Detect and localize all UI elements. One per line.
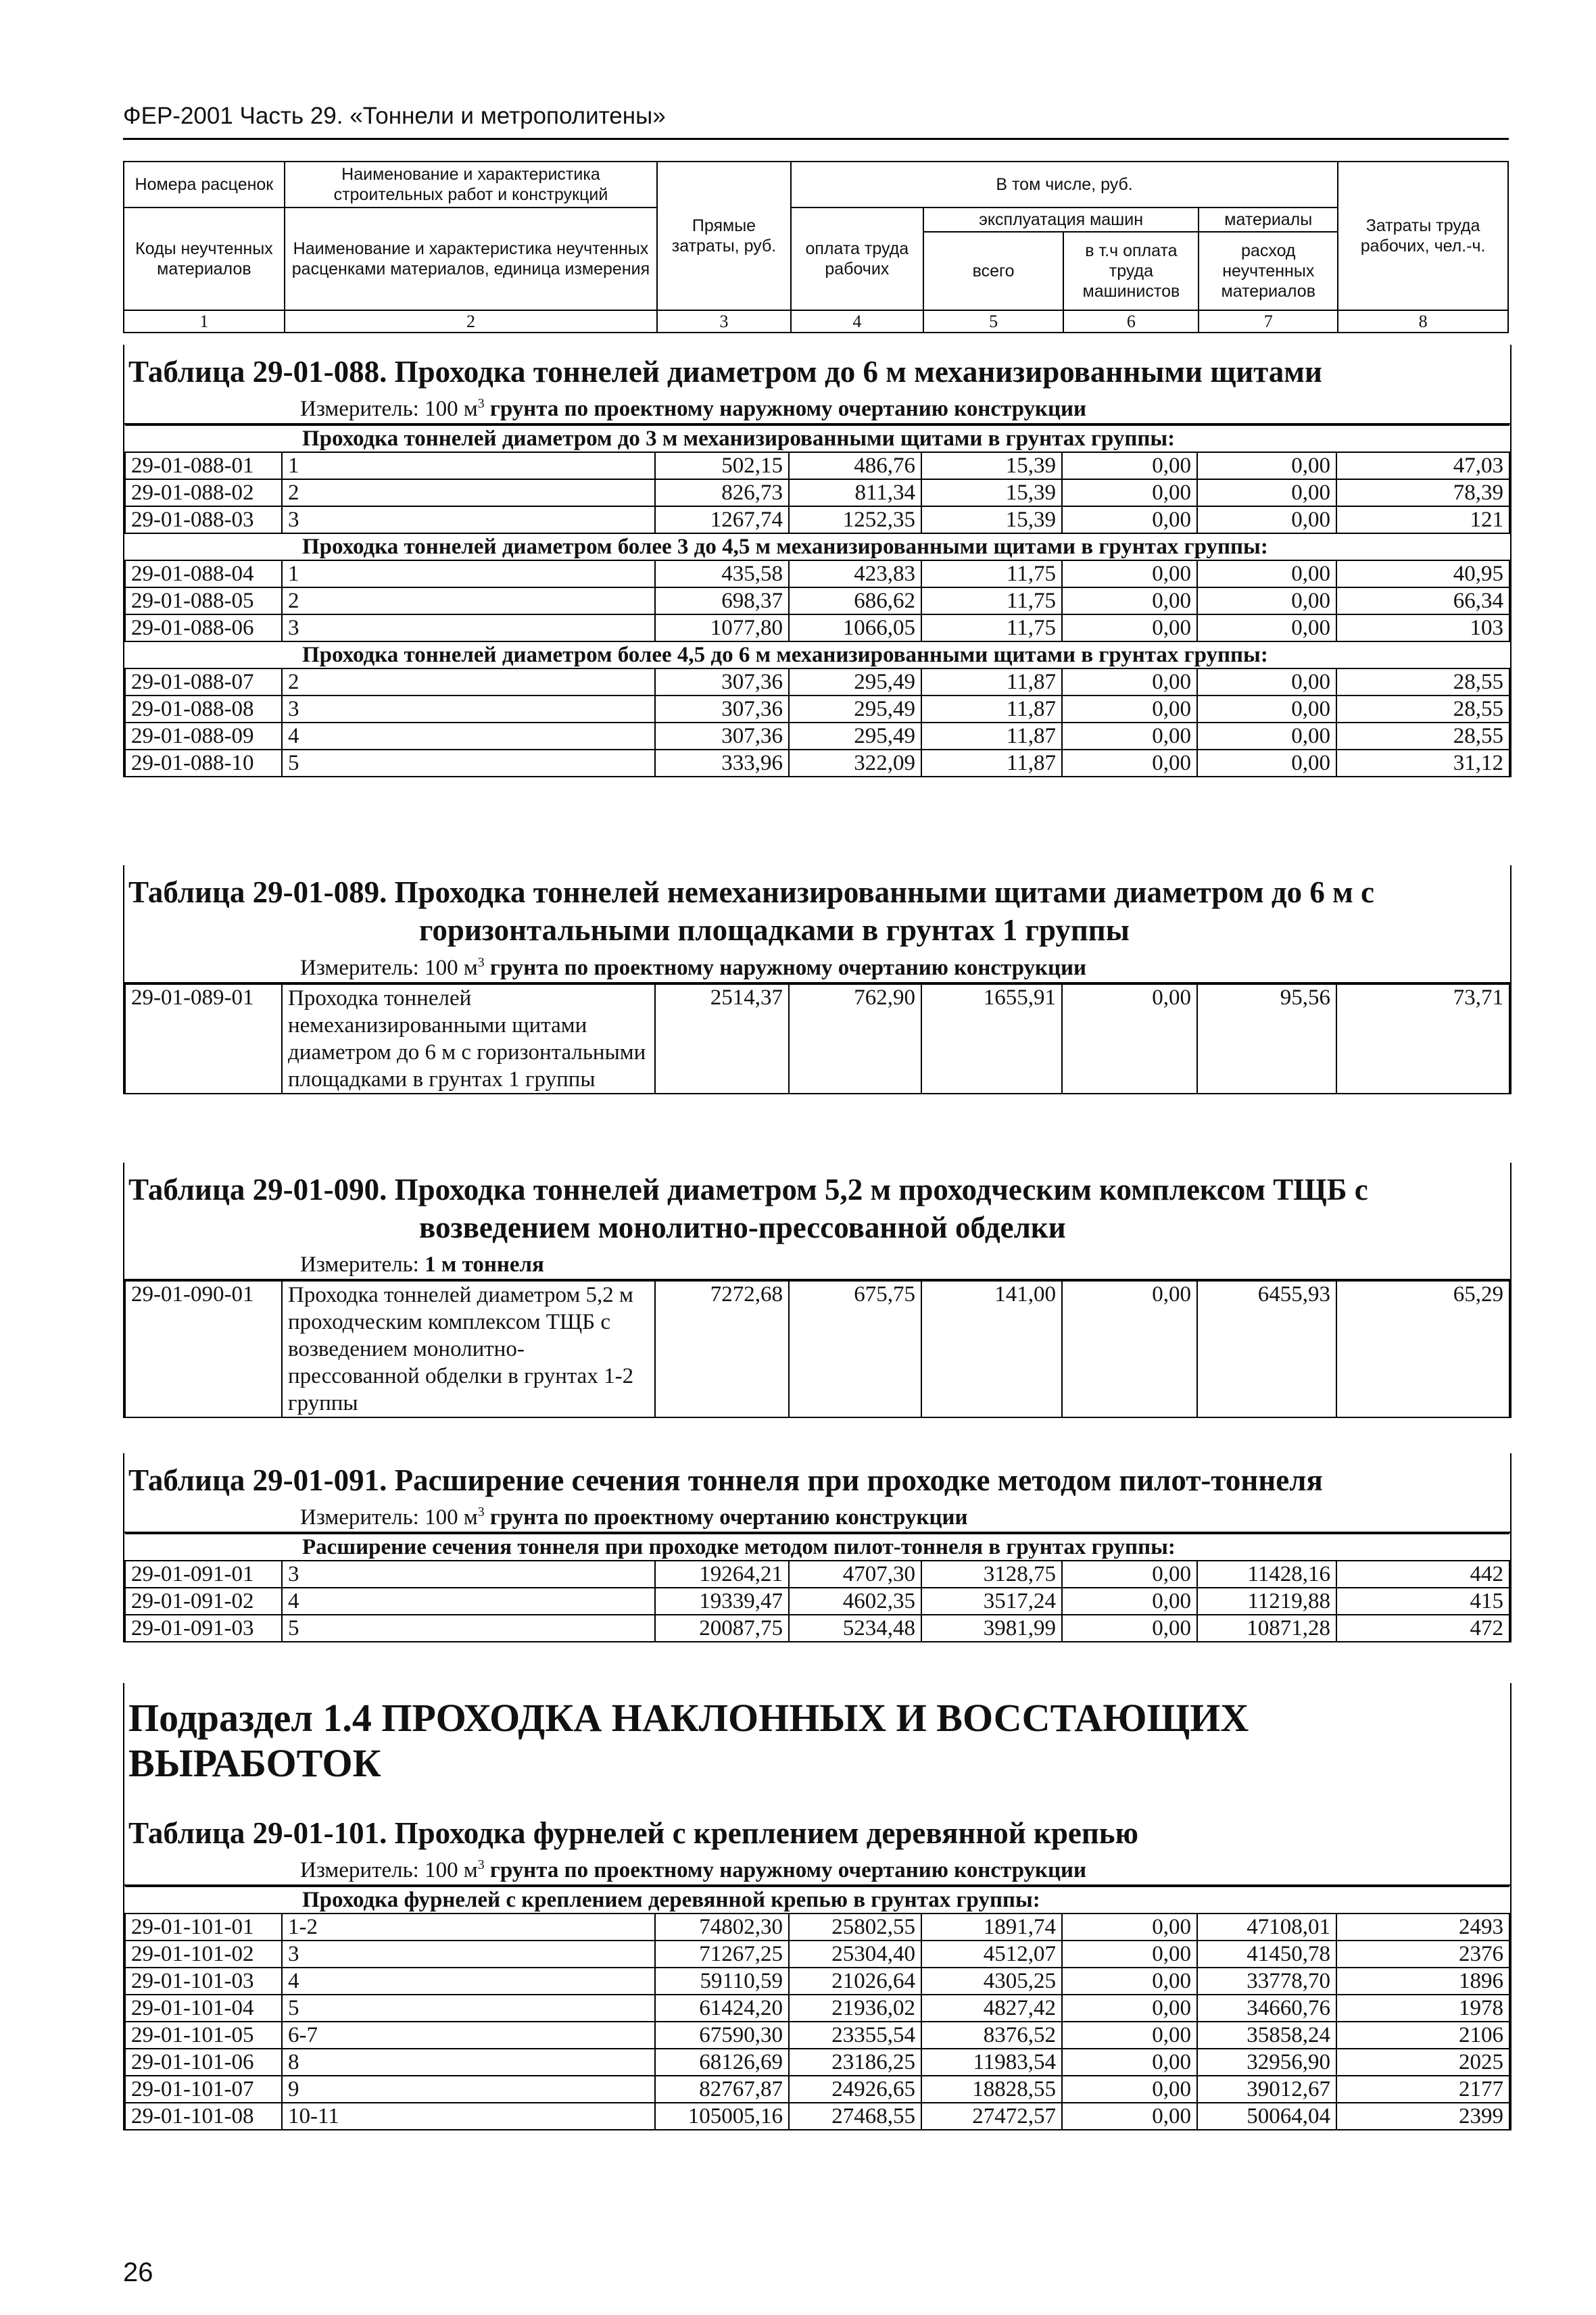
col1-bottom: Коды неучтенных материалов: [124, 208, 285, 310]
labor-hours: 2399: [1336, 2103, 1509, 2130]
table-090-title: Таблица 29-01-090. Проходка тоннелей диаметром 5,2 м проходческим комплексом ТЩБ с возведением монолитно-прессованной обделки: [128, 1173, 1368, 1245]
machines-total: 11,87: [921, 668, 1062, 696]
labor-hours: 2177: [1336, 2076, 1509, 2103]
machines-total: 11,75: [921, 614, 1062, 641]
table-row: [125, 1968, 1509, 1995]
table-row: [125, 696, 1509, 723]
soil-group: 5: [282, 1995, 655, 2022]
direct-cost: 20087,75: [655, 1615, 789, 1642]
rate-code: 29-01-088-10: [125, 750, 282, 777]
rate-code: 29-01-101-03: [125, 1968, 282, 1995]
table-090-measure: Измеритель: 1 м тоннеля: [124, 1252, 1510, 1280]
labor-pay: 4602,35: [789, 1588, 921, 1615]
incl-header: В том числе, руб.: [791, 162, 1338, 208]
table-row: [125, 2103, 1509, 2130]
materials: 50064,04: [1197, 2103, 1336, 2130]
table-row: [125, 452, 1509, 479]
machines-total: 8376,52: [921, 2022, 1062, 2049]
soil-group: 3: [282, 1561, 655, 1588]
table-row: [125, 2022, 1509, 2049]
rate-code: 29-01-088-02: [125, 479, 282, 506]
direct-cost: 7272,68: [655, 1281, 789, 1417]
labor-hours: 442: [1336, 1561, 1509, 1588]
machinist-pay: 0,00: [1062, 614, 1197, 641]
table-row: [125, 1941, 1509, 1968]
machinist-pay: 0,00: [1062, 1588, 1197, 1615]
materials-header: материалы: [1199, 208, 1338, 232]
labor-hours: 40,95: [1336, 560, 1509, 587]
soil-group: 1-2: [282, 1914, 655, 1941]
labor-hours: 78,39: [1336, 479, 1509, 506]
direct-cost: 67590,30: [655, 2022, 789, 2049]
materials: 11428,16: [1197, 1561, 1336, 1588]
machinist-pay: 0,00: [1062, 1968, 1197, 1995]
col6-header: в т.ч оплата труда машинистов: [1063, 232, 1199, 310]
machinist-pay: 0,00: [1062, 479, 1197, 506]
machines-total: 11983,54: [921, 2049, 1062, 2076]
table-row: [125, 2076, 1509, 2103]
subsection-title: Подраздел 1.4 ПРОХОДКА НАКЛОННЫХ И ВОССТАЮЩИХ ВЫРАБОТОК: [128, 1696, 1249, 1785]
soil-group: 3: [282, 1941, 655, 1968]
labor-hours: 65,29: [1336, 1281, 1509, 1417]
soil-group: 2: [282, 668, 655, 696]
labor-hours: 28,55: [1336, 696, 1509, 723]
direct-cost: 333,96: [655, 750, 789, 777]
table-089-section: [123, 865, 1512, 1094]
soil-group: 10-11: [282, 2103, 655, 2130]
materials: 0,00: [1197, 506, 1336, 533]
rate-code: 29-01-091-01: [125, 1561, 282, 1588]
machines-total: 11,87: [921, 750, 1062, 777]
machines-total: 15,39: [921, 452, 1062, 479]
rate-code: 29-01-091-03: [125, 1615, 282, 1642]
direct-cost: 1267,74: [655, 506, 789, 533]
machines-total: 11,75: [921, 587, 1062, 614]
table-090-section: [123, 1163, 1512, 1418]
rate-code: 29-01-101-06: [125, 2049, 282, 2076]
table-row: [125, 1588, 1509, 1615]
machines-total: 15,39: [921, 506, 1062, 533]
column-number-row: [124, 310, 1508, 333]
col2-bottom: Наименование и характеристика неучтенных расценками материалов, единица измерения: [285, 208, 657, 310]
direct-cost: 307,36: [655, 696, 789, 723]
table-row: [125, 479, 1509, 506]
table-089: [124, 983, 1510, 1094]
direct-cost: 307,36: [655, 668, 789, 696]
rate-code: 29-01-091-02: [125, 1588, 282, 1615]
rate-code: 29-01-101-02: [125, 1941, 282, 1968]
col5-header: всего: [923, 232, 1064, 310]
materials: 33778,70: [1197, 1968, 1336, 1995]
labor-pay: 25304,40: [789, 1941, 921, 1968]
materials: 39012,67: [1197, 2076, 1336, 2103]
table-row: [125, 1615, 1509, 1642]
labor-hours: 47,03: [1336, 452, 1509, 479]
table-088-measure: Измеритель: 100 $м^3$ грунта по проектному наружному очертанию конструкции: [124, 396, 1510, 424]
table-row: [125, 560, 1509, 587]
direct-cost: 82767,87: [655, 2076, 789, 2103]
labor-pay: 5234,48: [789, 1615, 921, 1642]
table-row: [125, 668, 1509, 696]
rate-code: 29-01-088-03: [125, 506, 282, 533]
labor-hours: 103: [1336, 614, 1509, 641]
labor-hours: 73,71: [1336, 984, 1509, 1094]
machines-total: 27472,57: [921, 2103, 1062, 2130]
labor-hours: 472: [1336, 1615, 1509, 1642]
col-number: 1: [124, 310, 285, 333]
table-091-title: Таблица 29-01-091. Расширение сечения тоннеля при проходке методом пилот-тоннеля: [128, 1463, 1323, 1497]
labor-hours: 2376: [1336, 1941, 1509, 1968]
labor-hours: 2106: [1336, 2022, 1509, 2049]
table-row: [125, 750, 1509, 777]
rate-code: 29-01-090-01: [125, 1281, 282, 1417]
soil-group: 3: [282, 696, 655, 723]
direct-cost: 826,73: [655, 479, 789, 506]
table-101-section: [123, 1683, 1512, 2130]
table-088-section: [123, 345, 1512, 777]
column-header-table: [123, 161, 1509, 333]
table-row: [125, 723, 1509, 750]
col-number: 8: [1338, 310, 1508, 333]
table-row: [125, 1561, 1509, 1588]
labor-pay: 811,34: [789, 479, 921, 506]
machines-total: 3517,24: [921, 1588, 1062, 1615]
rate-code: 29-01-088-06: [125, 614, 282, 641]
labor-pay: 762,90: [789, 984, 921, 1094]
machinist-pay: 0,00: [1062, 750, 1197, 777]
rate-code: 29-01-088-09: [125, 723, 282, 750]
materials: 0,00: [1197, 560, 1336, 587]
direct-cost: 435,58: [655, 560, 789, 587]
materials: 0,00: [1197, 696, 1336, 723]
labor-pay: 295,49: [789, 668, 921, 696]
machinist-pay: 0,00: [1062, 1281, 1197, 1417]
machinist-pay: 0,00: [1062, 984, 1197, 1094]
table-091: [124, 1533, 1510, 1642]
direct-cost: 74802,30: [655, 1914, 789, 1941]
col2-top: Наименование и характеристика строительных работ и конструкций: [285, 162, 657, 208]
machines-total: 1655,91: [921, 984, 1062, 1094]
direct-cost: 307,36: [655, 723, 789, 750]
direct-cost: 71267,25: [655, 1941, 789, 1968]
machines-total: 1891,74: [921, 1914, 1062, 1941]
machines-total: 11,87: [921, 696, 1062, 723]
table-090: [124, 1280, 1510, 1418]
materials: 10871,28: [1197, 1615, 1336, 1642]
machinist-pay: 0,00: [1062, 1914, 1197, 1941]
table-row: [125, 614, 1509, 641]
soil-group: 1: [282, 452, 655, 479]
machinist-pay: 0,00: [1062, 696, 1197, 723]
labor-hours: 28,55: [1336, 668, 1509, 696]
soil-group: 2: [282, 479, 655, 506]
table-088-title: Таблица 29-01-088. Проходка тоннелей диаметром до 6 м механизированными щитами: [128, 355, 1322, 389]
labor-pay: 295,49: [789, 696, 921, 723]
rate-code: 29-01-088-05: [125, 587, 282, 614]
rate-code: 29-01-101-04: [125, 1995, 282, 2022]
machinist-pay: 0,00: [1062, 2103, 1197, 2130]
direct-cost: 698,37: [655, 587, 789, 614]
table-088: [124, 424, 1510, 777]
materials: 34660,76: [1197, 1995, 1336, 2022]
table-row: [125, 2049, 1509, 2076]
soil-group: 5: [282, 1615, 655, 1642]
materials: 6455,93: [1197, 1281, 1336, 1417]
col-number: 7: [1199, 310, 1338, 333]
soil-group: 8: [282, 2049, 655, 2076]
machinist-pay: 0,00: [1062, 587, 1197, 614]
labor-pay: 1066,05: [789, 614, 921, 641]
machinist-pay: 0,00: [1062, 668, 1197, 696]
rate-code: 29-01-089-01: [125, 984, 282, 1094]
group-row: Проходка тоннелей диаметром более 4,5 до 6 м механизированными щитами в грунтах группы:: [125, 641, 1509, 668]
machinist-pay: 0,00: [1062, 560, 1197, 587]
labor-pay: 23355,54: [789, 2022, 921, 2049]
rate-code: 29-01-088-08: [125, 696, 282, 723]
labor-pay: 322,09: [789, 750, 921, 777]
col3-header: Прямые затраты, руб.: [657, 162, 791, 310]
group-row: Проходка тоннелей диаметром до 3 м механизированными щитами в грунтах группы:: [125, 425, 1509, 452]
machinist-pay: 0,00: [1062, 2022, 1197, 2049]
materials: 35858,24: [1197, 2022, 1336, 2049]
soil-group: 4: [282, 1588, 655, 1615]
col1-top: Номера расценок: [124, 162, 285, 208]
labor-hours: 2493: [1336, 1914, 1509, 1941]
table-row: [125, 1914, 1509, 1941]
col8-header: Затраты труда рабочих, чел.-ч.: [1338, 162, 1508, 310]
labor-pay: 675,75: [789, 1281, 921, 1417]
col-number: 3: [657, 310, 791, 333]
rate-code: 29-01-101-05: [125, 2022, 282, 2049]
labor-pay: 423,83: [789, 560, 921, 587]
soil-group: 1: [282, 560, 655, 587]
direct-cost: 19339,47: [655, 1588, 789, 1615]
rate-code: 29-01-101-08: [125, 2103, 282, 2130]
table-091-measure: Измеритель: 100 $м^3$ грунта по проектному очертанию конструкции: [124, 1505, 1510, 1533]
soil-group: 3: [282, 614, 655, 641]
labor-pay: 24926,65: [789, 2076, 921, 2103]
table-row: [125, 587, 1509, 614]
machines-total: 3981,99: [921, 1615, 1062, 1642]
soil-group: 3: [282, 506, 655, 533]
table-091-section: [123, 1453, 1512, 1642]
soil-group: 9: [282, 2076, 655, 2103]
labor-hours: 415: [1336, 1588, 1509, 1615]
direct-cost: 19264,21: [655, 1561, 789, 1588]
labor-hours: 31,12: [1336, 750, 1509, 777]
machines-total: 4305,25: [921, 1968, 1062, 1995]
labor-hours: 66,34: [1336, 587, 1509, 614]
labor-pay: 23186,25: [789, 2049, 921, 2076]
machines-total: 11,75: [921, 560, 1062, 587]
machinist-pay: 0,00: [1062, 2076, 1197, 2103]
machinist-pay: 0,00: [1062, 1561, 1197, 1588]
materials: 95,56: [1197, 984, 1336, 1094]
labor-hours: 1978: [1336, 1995, 1509, 2022]
materials: 0,00: [1197, 452, 1336, 479]
materials: 0,00: [1197, 750, 1336, 777]
materials: 0,00: [1197, 614, 1336, 641]
rate-code: 29-01-088-07: [125, 668, 282, 696]
materials: 41450,78: [1197, 1941, 1336, 1968]
materials: 0,00: [1197, 668, 1336, 696]
page-number: 26: [123, 2258, 153, 2287]
labor-pay: 25802,55: [789, 1914, 921, 1941]
labor-hours: 1896: [1336, 1968, 1509, 1995]
rate-code: 29-01-101-07: [125, 2076, 282, 2103]
labor-pay: 1252,35: [789, 506, 921, 533]
group-row: Расширение сечения тоннеля при проходке методом пилот-тоннеля в грунтах группы:: [125, 1534, 1509, 1561]
direct-cost: 59110,59: [655, 1968, 789, 1995]
materials: 0,00: [1197, 587, 1336, 614]
materials: 0,00: [1197, 723, 1336, 750]
direct-cost: 61424,20: [655, 1995, 789, 2022]
work-name: Проходка тоннелей немеханизированными щитами диаметром до 6 м с горизонтальными площадками в грунтах 1 группы: [282, 984, 655, 1094]
machines-total: 141,00: [921, 1281, 1062, 1417]
labor-hours: 2025: [1336, 2049, 1509, 2076]
machines-total: 11,87: [921, 723, 1062, 750]
group-row: Проходка фурнелей с креплением деревянной крепью в грунтах группы:: [125, 1886, 1509, 1914]
direct-cost: 68126,69: [655, 2049, 789, 2076]
table-row: [125, 984, 1509, 1094]
machines-total: 3128,75: [921, 1561, 1062, 1588]
header-rule: [123, 138, 1509, 140]
labor-pay: 27468,55: [789, 2103, 921, 2130]
labor-hours: 28,55: [1336, 723, 1509, 750]
page-header: ФЕР-2001 Часть 29. «Тоннели и метрополитены»: [123, 103, 666, 129]
labor-pay: 21936,02: [789, 1995, 921, 2022]
labor-pay: 21026,64: [789, 1968, 921, 1995]
machinist-pay: 0,00: [1062, 1615, 1197, 1642]
group-row: Проходка тоннелей диаметром более 3 до 4,5 м механизированными щитами в грунтах группы:: [125, 533, 1509, 560]
machinist-pay: 0,00: [1062, 1995, 1197, 2022]
materials: 11219,88: [1197, 1588, 1336, 1615]
table-101: [124, 1886, 1510, 2130]
machinist-pay: 0,00: [1062, 1941, 1197, 1968]
table-row: [125, 1995, 1509, 2022]
materials: 32956,90: [1197, 2049, 1336, 2076]
soil-group: 4: [282, 723, 655, 750]
rate-code: 29-01-101-01: [125, 1914, 282, 1941]
col4-header: оплата труда рабочих: [791, 208, 923, 310]
labor-pay: 686,62: [789, 587, 921, 614]
machines-total: 4512,07: [921, 1941, 1062, 1968]
machinist-pay: 0,00: [1062, 2049, 1197, 2076]
table-row: [125, 1281, 1509, 1417]
soil-group: 4: [282, 1968, 655, 1995]
labor-pay: 4707,30: [789, 1561, 921, 1588]
direct-cost: 1077,80: [655, 614, 789, 641]
machinist-pay: 0,00: [1062, 452, 1197, 479]
rate-code: 29-01-088-04: [125, 560, 282, 587]
work-name: Проходка тоннелей диаметром 5,2 м проходческим комплексом ТЩБ с возведением монолитно-прессованной обделки в грунтах 1-2 группы: [282, 1281, 655, 1417]
table-101-measure: Измеритель: 100 $м^3$ грунта по проектному наружному очертанию конструкции: [124, 1857, 1510, 1886]
col-number: 5: [923, 310, 1064, 333]
table-101-title: Таблица 29-01-101. Проходка фурнелей с креплением деревянной крепью: [128, 1816, 1138, 1850]
soil-group: 2: [282, 587, 655, 614]
col-number: 6: [1063, 310, 1199, 333]
machinist-pay: 0,00: [1062, 723, 1197, 750]
machinist-pay: 0,00: [1062, 506, 1197, 533]
direct-cost: 502,15: [655, 452, 789, 479]
direct-cost: 2514,37: [655, 984, 789, 1094]
direct-cost: 105005,16: [655, 2103, 789, 2130]
table-089-measure: Измеритель: 100 $м^3$ грунта по проектному наружному очертанию конструкции: [124, 955, 1510, 983]
col-number: 2: [285, 310, 657, 333]
labor-pay: 486,76: [789, 452, 921, 479]
soil-group: 6-7: [282, 2022, 655, 2049]
machines-header: эксплуатация машин: [923, 208, 1199, 232]
machines-total: 15,39: [921, 479, 1062, 506]
materials: 47108,01: [1197, 1914, 1336, 1941]
labor-hours: 121: [1336, 506, 1509, 533]
materials: 0,00: [1197, 479, 1336, 506]
machines-total: 18828,55: [921, 2076, 1062, 2103]
rate-code: 29-01-088-01: [125, 452, 282, 479]
labor-pay: 295,49: [789, 723, 921, 750]
table-089-title: Таблица 29-01-089. Проходка тоннелей немеханизированными щитами диаметром до 6 м с горизонтальными площадками в грунтах 1 группы: [128, 875, 1375, 948]
table-row: [125, 506, 1509, 533]
soil-group: 5: [282, 750, 655, 777]
machines-total: 4827,42: [921, 1995, 1062, 2022]
col7-header: расход неучтенных материалов: [1199, 232, 1338, 310]
col-number: 4: [791, 310, 923, 333]
